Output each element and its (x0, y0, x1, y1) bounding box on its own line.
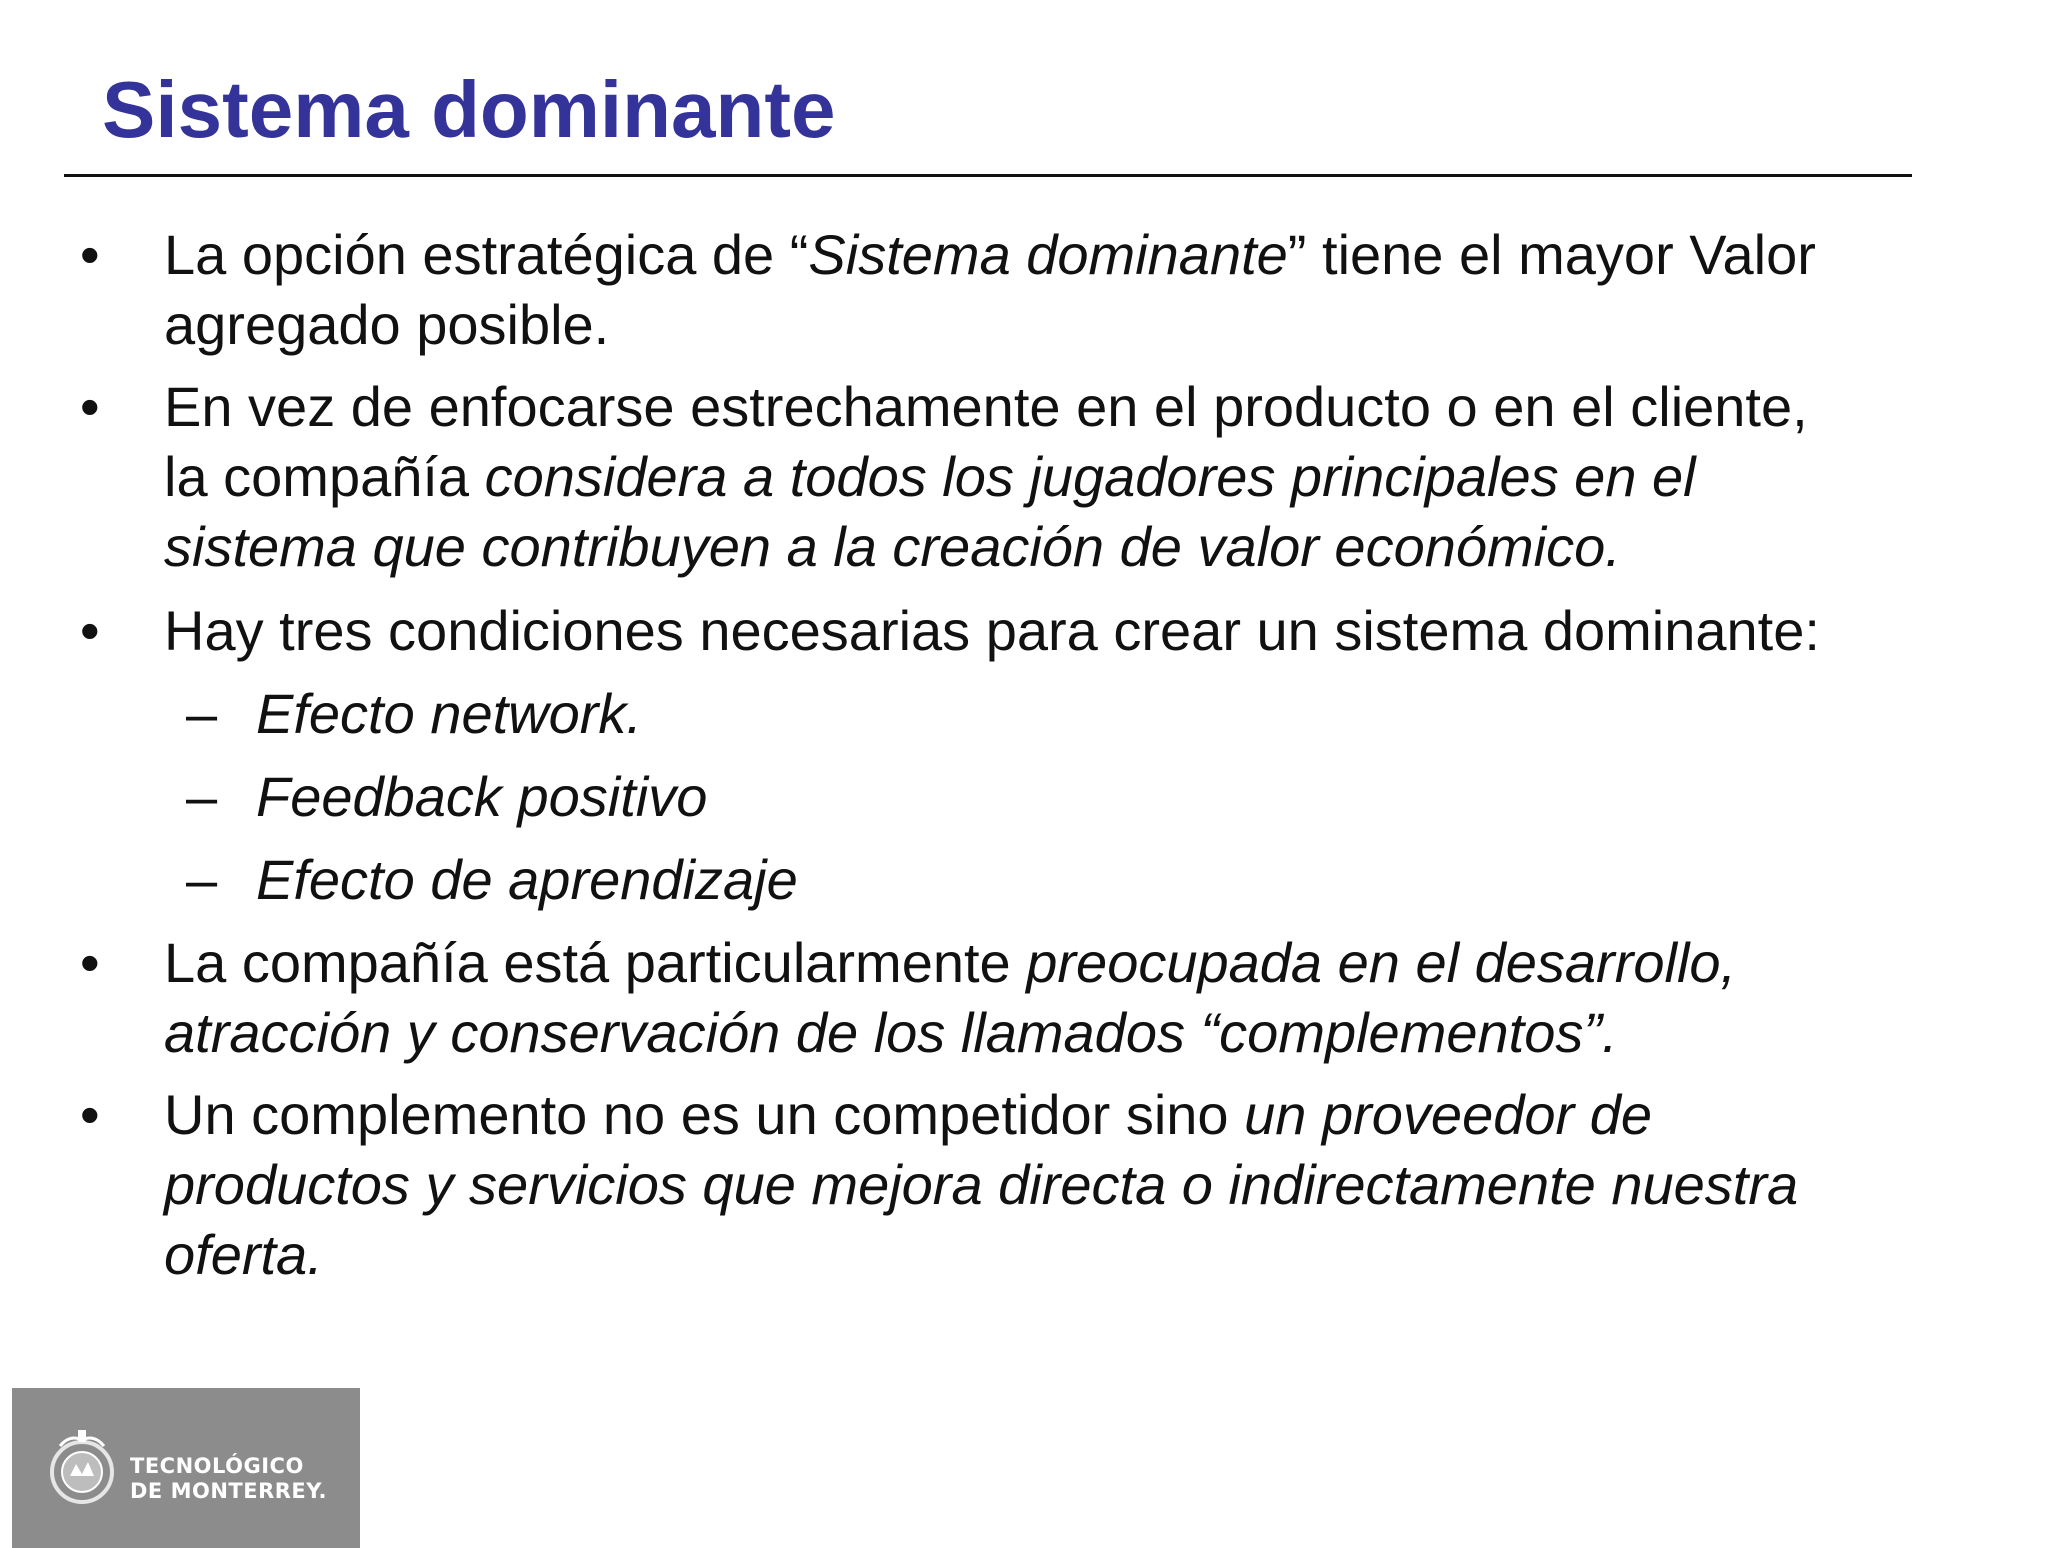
bullet-line: agregado posible. (164, 293, 610, 356)
bullet-text (164, 1080, 1964, 1290)
sub-bullet-text: Efecto network. (256, 682, 642, 745)
bullet-text (164, 596, 1964, 666)
bullet-line (164, 928, 1964, 998)
dash-mark: – (186, 765, 218, 828)
text-run-italic: un proveedor de (1244, 1083, 1652, 1146)
dash-mark: – (186, 848, 218, 911)
tec-monterrey-logo (12, 1388, 360, 1548)
text-run-italic: Sistema dominante (808, 223, 1288, 286)
bullet-mark: • (80, 375, 100, 438)
bullet-text (164, 220, 1964, 360)
sub-bullet-text: Efecto de aprendizaje (256, 848, 798, 911)
text-run-italic: preocupada en el desarrollo, (1026, 931, 1737, 994)
bullet-mark: • (80, 931, 100, 994)
logo-text (130, 1454, 327, 1504)
bullet-text (164, 928, 1964, 1068)
dash-mark: – (186, 682, 218, 745)
bullet-mark: • (80, 223, 100, 286)
text-run: la compañía (164, 445, 485, 508)
bullet-line (164, 1080, 1964, 1150)
seal-icon (40, 1426, 124, 1510)
bullet-line: sistema que contribuyen a la creación de valor económico. (164, 515, 1621, 578)
logo-line-1: TECNOLÓGICO (130, 1454, 304, 1478)
bullet-text (164, 372, 1964, 582)
logo-line-2: DE MONTERREY. (130, 1479, 327, 1503)
bullet-line: atracción y conservación de los llamados “complementos”. (164, 1001, 1618, 1064)
bullet-mark: • (80, 1083, 100, 1146)
bullet-line: productos y servicios que mejora directa o indirectamente nuestra (164, 1153, 1799, 1216)
sub-bullet-text: Feedback positivo (256, 765, 708, 828)
bullet-line: oferta. (164, 1223, 323, 1286)
bullet-line: Hay tres condiciones necesarias para crear un sistema dominante: (164, 599, 1820, 662)
text-run: Un complemento no es un competidor sino (164, 1083, 1245, 1146)
text-run-italic: considera a todos los jugadores principales en el (484, 445, 1696, 508)
bullet-line (164, 442, 1964, 512)
bullet-line: En vez de enfocarse estrechamente en el producto o en el cliente, (164, 375, 1808, 438)
bullet-line (164, 220, 1964, 290)
text-run: ” tiene el mayor Valor (1287, 223, 1816, 286)
bullet-mark: • (80, 599, 100, 662)
text-run: La opción estratégica de “ (164, 223, 809, 286)
text-run: La compañía está particularmente (164, 931, 1027, 994)
slide-title: Sistema dominante (102, 65, 836, 154)
